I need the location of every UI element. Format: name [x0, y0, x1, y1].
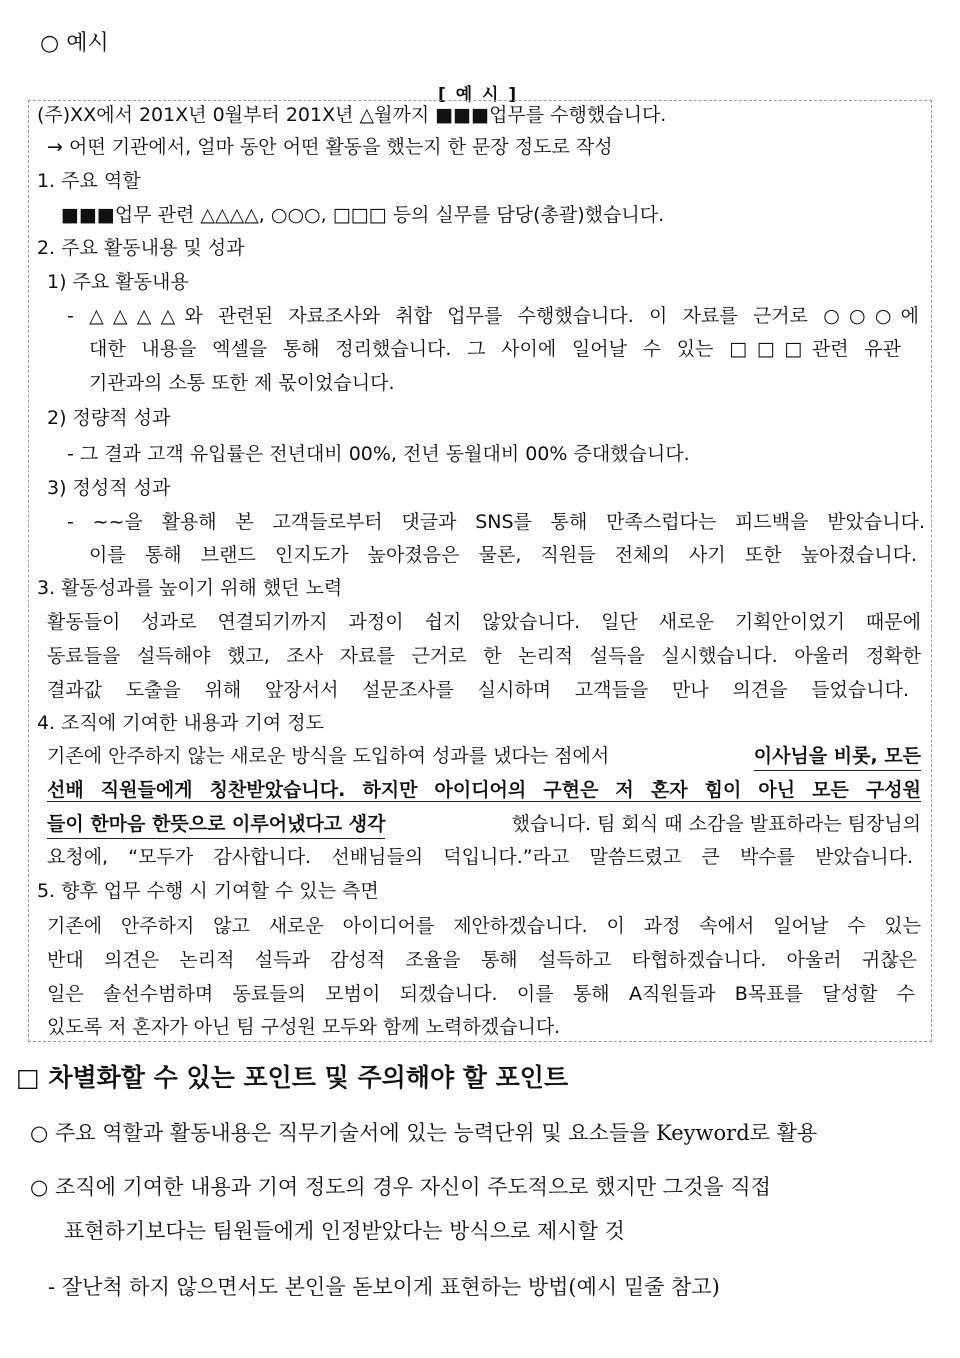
section-2-2-title: 2) 정량적 성과 — [47, 407, 171, 429]
section-2-1-line: 대한 내용을 엑셀을 통해 정리했습니다. 그 사이에 일어날 수 있는 □□□관련 유관 — [89, 338, 901, 360]
section-2-3-line: - ~~을 활용해 본 고객들로부터 댓글과 SNS를 통해 만족스럽다는 피드백을 받았습니다. — [67, 511, 925, 533]
section-4-plain-text: 기존에 안주하지 않는 새로운 방식을 도입하여 성과를 냈다는 점에서 — [47, 745, 610, 767]
section-4-title: 4. 조직에 기여한 내용과 기여 정도 — [37, 712, 324, 734]
section-2-1-line: - △△△△와 관련된 자료조사와 취합 업무를 수행했습니다. 이 자료를 근거로 ○○○에 — [67, 305, 919, 327]
section-4-line-3 — [47, 810, 921, 839]
section-5-line: 반대 의견은 논리적 설득과 감성적 조율을 통해 설득하고 타협하겠습니다. 아울러 귀찮은 — [47, 949, 917, 971]
section-4-line-2 — [47, 776, 921, 804]
section-5-title: 5. 향후 업무 수행 시 기여할 수 있는 측면 — [37, 880, 379, 902]
intro-note: → 어떤 기관에서, 얼마 동안 어떤 활동을 했는지 한 문장 정도로 작성 — [47, 136, 613, 158]
point-item: ○ 주요 역할과 활동내용은 직무기술서에 있는 능력단위 및 요소들을 Keyword로 활용 — [30, 1121, 818, 1145]
section-4-line-1 — [47, 742, 921, 771]
example-box-title: [ 예 시 ] — [438, 85, 519, 105]
section-1-body: ■■■업무 관련 △△△△, ○○○, □□□ 등의 실무를 담당(총괄)했습니다. — [61, 204, 665, 226]
section-5-line: 일은 솔선수범하며 동료들의 모범이 되겠습니다. 이를 통해 A직원들과 B목표를 달성할 수 — [47, 983, 915, 1005]
example-box — [28, 100, 932, 1042]
section-5-line: 있도록 저 혼자가 아닌 팀 구성원 모두와 함께 노력하겠습니다. — [47, 1016, 561, 1038]
section-2-1-title: 1) 주요 활동내용 — [47, 271, 189, 293]
section-3-line: 동료들을 설득해야 했고, 조사 자료를 근거로 한 논리적 설득을 실시했습니다. 아울러 정확한 — [47, 645, 921, 667]
section-4-underlined-text: 들이 한마음 한뜻으로 이루어냈다고 생각 — [47, 810, 385, 839]
section-4-underlined-text: 선배 직원들에게 칭찬받았습니다. 하지만 아이디어의 구현은 저 혼자 힘이 아닌 모든 구성원 — [47, 779, 921, 801]
section-2-title: 2. 주요 활동내용 및 성과 — [37, 237, 245, 259]
section-3-line: 활동들이 성과로 연결되기까지 과정이 쉽지 않았습니다. 일단 새로운 기획안이었기 때문에 — [47, 611, 921, 633]
section-3-line: 결과값 도출을 위해 앞장서서 설문조사를 실시하며 고객들을 만나 의견을 들었습니다. — [47, 679, 909, 701]
section-1-title: 1. 주요 역할 — [37, 170, 141, 192]
point-item: ○ 조직에 기여한 내용과 기여 정도의 경우 자신이 주도적으로 했지만 그것을 직접 — [30, 1175, 771, 1199]
section-4-underlined-text: 이사님을 비롯, 모든 — [754, 742, 921, 771]
section-4-line-4: 요청에, “모두가 감사합니다. 선배님들의 덕입니다.”라고 말씀드렸고 큰 박수를 받았습니다. — [47, 846, 913, 868]
section-5-line: 기존에 안주하지 않고 새로운 아이디어를 제안하겠습니다. 이 과정 속에서 일어날 수 있는 — [47, 915, 921, 937]
section-4-plain-text: 했습니다. 팀 회식 때 소감을 발표하라는 팀장님의 — [511, 813, 921, 835]
intro-line: (주)XX에서 201X년 0월부터 201X년 △월까지 ■■■업무를 수행했습니다. — [37, 104, 667, 126]
point-item-continuation: 표현하기보다는 팀원들에게 인정받았다는 방식으로 제시할 것 — [64, 1219, 625, 1243]
section-3-title: 3. 활동성과를 높이기 위해 했던 노력 — [37, 577, 343, 599]
section-2-3-title: 3) 정성적 성과 — [47, 477, 171, 499]
point-sub-item: - 잘난척 하지 않으면서도 본인을 돋보이게 표현하는 방법(예시 밑줄 참고) — [48, 1275, 720, 1299]
section-2-3-line: 이를 통해 브랜드 인지도가 높아졌음은 물론, 직원들 전체의 사기 또한 높아졌습니다. — [89, 544, 917, 566]
section-2-1-line: 기관과의 소통 또한 제 몫이었습니다. — [89, 372, 395, 394]
points-heading: □ 차별화할 수 있는 포인트 및 주의해야 할 포인트 — [16, 1063, 569, 1092]
section-2-2-line: - 그 결과 고객 유입률은 전년대비 00%, 전년 동월대비 00% 증대했습니다. — [67, 443, 690, 465]
page-heading: ○ 예시 — [40, 31, 109, 56]
